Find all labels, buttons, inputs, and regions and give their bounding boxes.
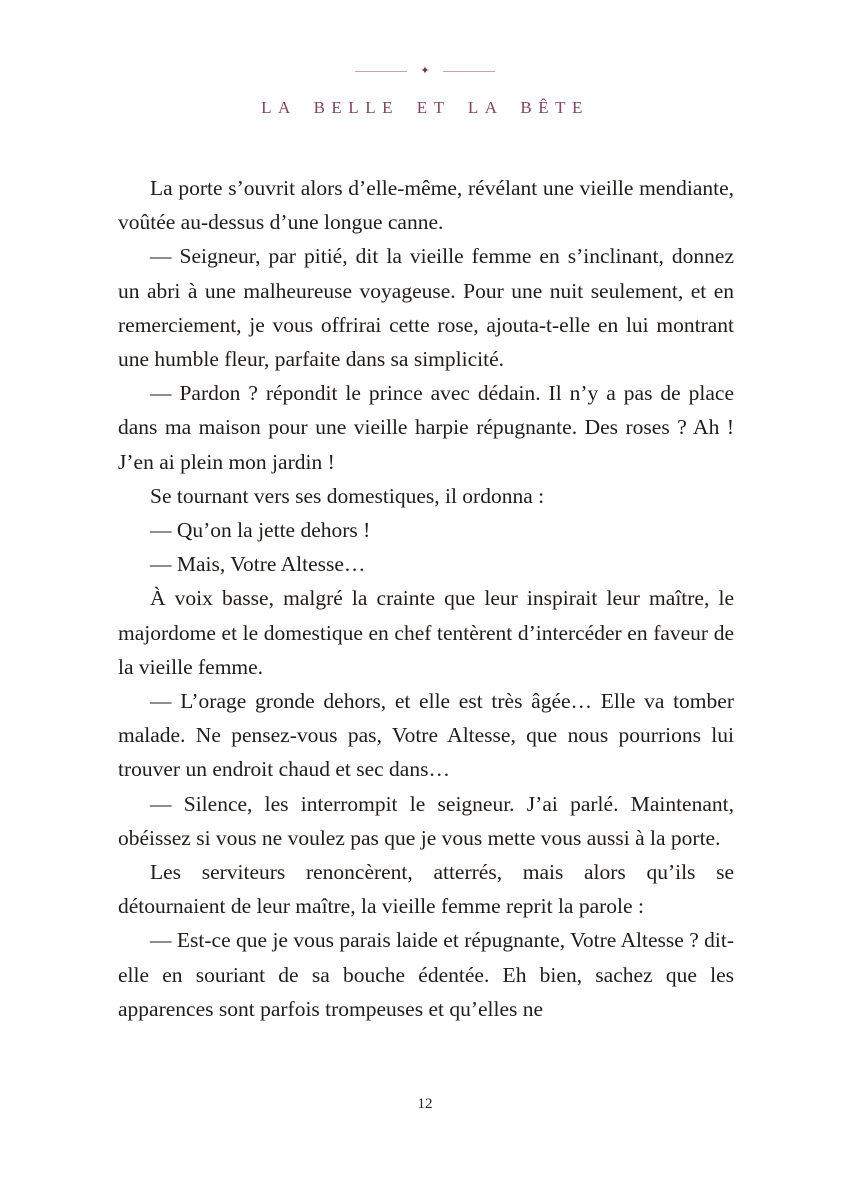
chapter-title: LA BELLE ET LA BÊTE bbox=[261, 98, 589, 117]
page-number: 12 bbox=[417, 1096, 433, 1112]
paragraph: — L’orage gronde dehors, et elle est très âgée… Elle va tomber malade. Ne pensez-vous pas, Votre Altesse, que nous pourrions lui trouver un endroit chaud et sec dans… bbox=[118, 689, 734, 782]
floret-icon: ✦ bbox=[420, 63, 430, 77]
ornament-line-right bbox=[443, 71, 495, 72]
paragraph: — Silence, les interrompit le seigneur. J’ai parlé. Maintenant, obéissez si vous ne voulez pas que je vous mette vous aussi à la porte. bbox=[118, 791, 734, 850]
paragraph: Les serviteurs renoncèrent, atterrés, mais alors qu’ils se détournaient de leur maître, la vieille femme reprit la parole : bbox=[118, 860, 734, 919]
paragraph: La porte s’ouvrit alors d’elle-même, révélant une vieille mendiante, voûtée au-dessus d’une longue canne. bbox=[118, 176, 734, 235]
body-text bbox=[118, 171, 734, 1026]
header-ornament bbox=[0, 62, 850, 80]
paragraph: — Qu’on la jette dehors ! bbox=[150, 518, 371, 543]
paragraph: À voix basse, malgré la crainte que leur inspirait leur maître, le majordome et le domestique en chef tentèrent d’intercéder en faveur de la vieille femme. bbox=[118, 586, 734, 679]
paragraph: — Mais, Votre Altesse… bbox=[150, 552, 366, 577]
paragraph: Se tournant vers ses domestiques, il ordonna : bbox=[150, 483, 545, 508]
paragraph: — Est-ce que je vous parais laide et répugnante, Votre Altesse ? dit-elle en souriant de sa bouche édentée. Eh bien, sachez que les apparences sont parfois trompeuses et qu’elles ne bbox=[118, 928, 734, 1021]
ornament-line-left bbox=[355, 71, 407, 72]
paragraph: — Seigneur, par pitié, dit la vieille femme en s’inclinant, donnez un abri à une malheureuse voyageuse. Pour une nuit seulement, et en remerciement, je vous offrirai cette rose, ajouta-t-elle en lui montrant une humble fleur, parfaite dans sa simplicité. bbox=[118, 244, 734, 372]
paragraph: — Pardon ? répondit le prince avec dédain. Il n’y a pas de place dans ma maison pour une vieille harpie répugnante. Des roses ? Ah ! J’en ai plein mon jardin ! bbox=[118, 381, 734, 474]
